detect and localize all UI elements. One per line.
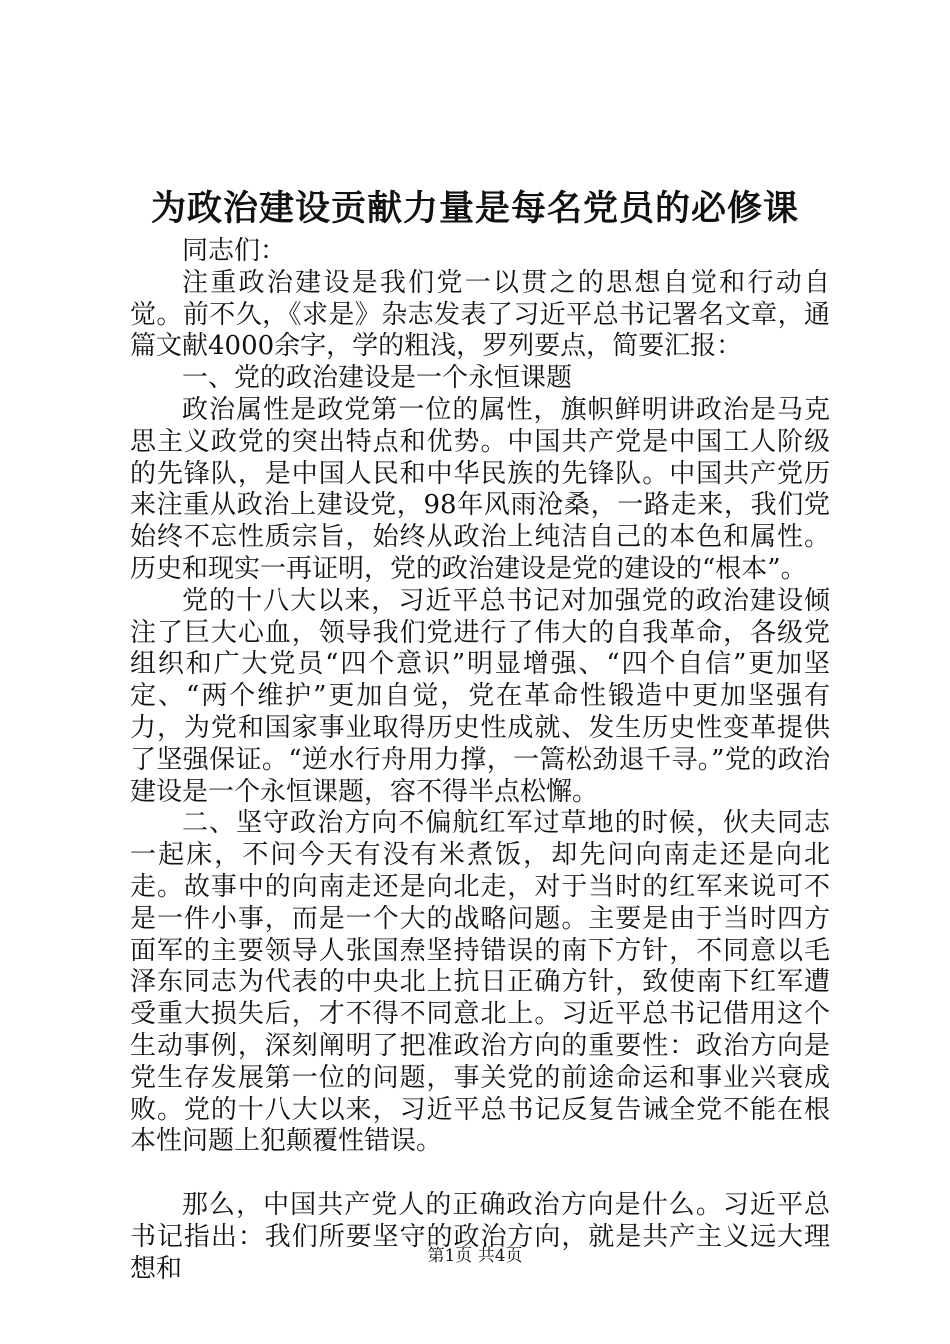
intro-paragraph: 注重政治建设是我们党一以贯之的思想自觉和行动自觉。前不久，《求是》杂志发表了习近平总书记署名文章，通篇文献4000余字，学的粗浅，罗列要点，简要汇报： [130,267,830,362]
section-paragraph-2: 二、坚守政治方向不偏航红军过草地的时候，伙夫同志一起床，不问今天有没有米煮饭，却先问向南走还是向北走。故事中的向南走还是向北走，对于当时的红军来说可不是一件小事，而是一个大的战略问题。主要是由于当时四方面军的主要领导人张国焘坚持错误的南下方针，不同意以毛泽东同志为代表的中央北上抗日正确方针，致使南下红军遭受重大损失后，才不得不同意北上。习近平总书记借用这个生动事例，深刻阐明了把准政治方向的重要性：政治方向是党生存发展第一位的问题，事关党的前途命运和事业兴衰成败。党的十八大以来，习近平总书记反复告诫全党不能在根本性问题上犯颠覆性错误。 [130,808,830,1157]
body-paragraph: 党的十八大以来，习近平总书记对加强党的政治建设倾注了巨大心血，领导我们党进行了伟大的自我革命，各级党组织和广大党员“四个意识”明显增强、“四个自信”更加坚定、“两个维护”更加自觉，党在革命性锻造中更加坚强有力，为党和国家事业取得历史性成就、发生历史性变革提供了坚强保证。“逆水行舟用力撑，一篙松劲退千寻。”党的政治建设是一个永恒课题，容不得半点松懈。 [130,585,830,807]
document-title: 为政治建设贡献力量是每名党员的必修课 [150,188,799,229]
body-paragraph: 那么，中国共产党人的正确政治方向是什么。习近平总书记指出：我们所要坚守的政治方向，就是共产主义远大理想和 [130,1189,830,1284]
salutation-paragraph: 同志们： [182,236,287,266]
section-heading-1: 一、党的政治建设是一个永恒课题 [182,363,573,394]
document-body [130,236,830,1285]
page-footer: 第1页 共4页 [427,1246,523,1266]
body-paragraph: 政治属性是政党第一位的属性，旗帜鲜明讲政治是马克思主义政党的突出特点和优势。中国共产党是中国工人阶级的先锋队，是中国人民和中华民族的先锋队。中国共产党历来注重从政治上建设党，98年风雨沧桑，一路走来，我们党始终不忘性质宗旨，始终从政治上纯洁自己的本色和属性。历史和现实一再证明，党的政治建设是党的建设的“根本”。 [130,394,830,584]
